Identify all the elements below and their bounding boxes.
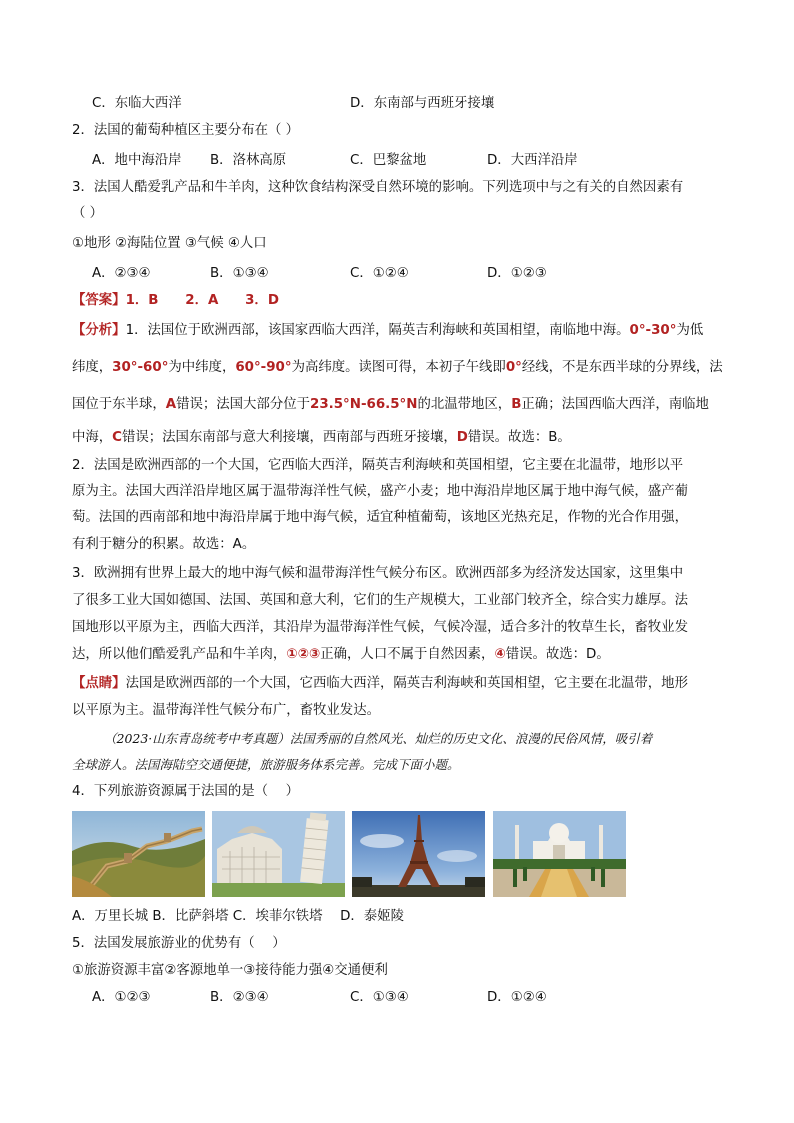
comment-tag: 【点睛】 <box>72 676 126 691</box>
analysis-emph: 30°-60° <box>112 360 169 375</box>
analysis-emph: D <box>456 430 468 445</box>
q5-stem: 5．法国发展旅游业的优势有（ ） <box>72 936 286 951</box>
analysis-text: 为高纬度。读图可得，本初子午线即 <box>291 360 506 375</box>
analysis-emph: C <box>112 430 122 445</box>
analysis-text: 中海， <box>72 430 113 445</box>
analysis-p2-line1: 2．法国是欧洲西部的一个大国，它西临大西洋，隔英吉利海峡和英国相望，它主要在北温带，地形以平 <box>72 458 684 473</box>
analysis-text: 错误。故选：B。 <box>467 430 571 445</box>
q5-option-c: C．①③④ <box>350 990 409 1005</box>
q1-option-c: C．东临大西洋 <box>92 96 182 111</box>
comment-text: 法国是欧洲西部的一个大国，它西临大西洋，隔英吉利海峡和英国相望，它主要在北温带，地形 <box>125 676 688 691</box>
analysis-emph: 23.5°N-66.5°N <box>310 397 418 412</box>
q3-stem-line1: 3．法国人酷爱乳产品和牛羊肉，这种饮食结构深受自然环境的影响。下列选项中与之有关的自然因素有 <box>72 180 684 195</box>
q2-option-b: B．洛林高原 <box>210 153 287 168</box>
comment-line2: 以平原为主。温带海洋性气候分布广，畜牧业发达。 <box>72 703 380 718</box>
analysis-text: 错误；法国大部分位于 <box>176 397 311 412</box>
q3-option-c: C．①②④ <box>350 266 409 281</box>
analysis-line3 <box>72 395 722 415</box>
analysis-text: 达，所以他们酷爱乳产品和牛羊肉， <box>72 647 287 662</box>
eiffel-tower-photo <box>352 811 485 897</box>
analysis-p3-line3: 国地形以平原为主，西临大西洋，其沿岸为温带海洋性气候，气候冷湿，适合多汁的牧草生长，畜牧业发 <box>72 620 688 635</box>
analysis-emph: B <box>511 397 522 412</box>
analysis-text: 纬度， <box>72 360 113 375</box>
analysis-emph: 0° <box>505 360 522 375</box>
answer-line <box>72 291 722 311</box>
q5-option-b: B．②③④ <box>210 990 269 1005</box>
q5-factors: ①旅游资源丰富②客源地单一③接待能力强④交通便利 <box>72 963 388 978</box>
q2-option-a: A．地中海沿岸 <box>92 153 182 168</box>
analysis-p3-line2: 了很多工业大国如德国、法国、英国和意大利，它们的生产规模大，工业部门较齐全，综合实力雄厚。法 <box>72 593 688 608</box>
analysis-p2-line3: 萄。法国的西南部和地中海沿岸属于地中海气候，适宜种植葡萄，该地区光热充足，作物的光合作用强， <box>72 510 688 525</box>
q5-option-d: D．①②④ <box>487 990 547 1005</box>
analysis-text: 正确；法国西临大西洋，南临地 <box>521 397 709 412</box>
analysis-tag: 【分析】 <box>72 323 126 338</box>
analysis-p3-line4 <box>72 645 722 665</box>
taj-mahal-photo <box>493 811 626 897</box>
analysis-text: 的北温带地区， <box>417 397 512 412</box>
analysis-p3-line1: 3．欧洲拥有世界上最大的地中海气候和温带海洋性气候分布区。欧洲西部多为经济发达国家，这里集中 <box>72 566 684 581</box>
q3-option-d: D．①②③ <box>487 266 547 281</box>
q5-option-a: A．①②③ <box>92 990 151 1005</box>
q4-stem: 4．下列旅游资源属于法国的是（ ） <box>72 784 300 799</box>
analysis-text: 为低 <box>676 323 704 338</box>
source-intro-line2: 全球游人。法国海陆空交通便捷，旅游服务体系完善。完成下面小题。 <box>72 757 460 772</box>
analysis-line2 <box>72 358 722 378</box>
leaning-tower-pisa-photo <box>212 811 345 897</box>
analysis-line4 <box>72 428 722 448</box>
analysis-emph: A <box>165 397 177 412</box>
source-intro-line1: （2023·山东青岛统考中考真题）法国秀丽的自然风光、灿烂的历史文化、浪漫的民俗风情，吸引着 <box>104 731 653 746</box>
analysis-p2-line2: 原为主。法国大西洋沿岸地区属于温带海洋性气候，盛产小麦；地中海沿岸地区属于地中海气候，盛产葡 <box>72 484 688 499</box>
analysis-text: 为中纬度， <box>168 360 236 375</box>
answer-values: 1．B 2．A 3．D <box>125 293 279 308</box>
comment-line1 <box>72 674 722 694</box>
analysis-p2-line4: 有利于糖分的积累。故选：A。 <box>72 537 256 552</box>
analysis-emph: 60°-90° <box>235 360 292 375</box>
q3-stem-line2: （ ） <box>72 206 104 221</box>
analysis-text: 正确，人口不属于自然因素， <box>320 647 495 662</box>
q1-option-d: D．东南部与西班牙接壤 <box>350 96 495 111</box>
analysis-text: 错误；法国东南部与意大利接壤，西南部与西班牙接壤， <box>122 430 457 445</box>
great-wall-photo <box>72 811 205 897</box>
analysis-text: 经线，不是东西半球的分界线，法 <box>521 360 723 375</box>
analysis-text: 国位于东半球， <box>72 397 166 412</box>
answer-tag: 【答案】 <box>72 293 126 308</box>
analysis-emph: ①②③ <box>286 647 321 662</box>
analysis-text: 1．法国位于欧洲西部，该国家西临大西洋，隔英吉利海峡和英国相望，南临地中海。 <box>125 323 630 338</box>
q2-stem: 2．法国的葡萄种植区主要分布在（ ） <box>72 123 300 138</box>
analysis-emph: 0°-30° <box>629 323 677 338</box>
q3-option-a: A．②③④ <box>92 266 151 281</box>
q2-option-c: C．巴黎盆地 <box>350 153 427 168</box>
q4-options: A．万里长城 B．比萨斜塔 C．埃菲尔铁塔 D．泰姬陵 <box>72 909 404 924</box>
q3-option-b: B．①③④ <box>210 266 269 281</box>
q2-option-d: D．大西洋沿岸 <box>487 153 578 168</box>
analysis-text: 错误。故选：D。 <box>505 647 610 662</box>
analysis-emph: ④ <box>494 647 506 662</box>
analysis-line1 <box>72 321 722 341</box>
q3-factors: ①地形 ②海陆位置 ③气候 ④人口 <box>72 236 267 251</box>
